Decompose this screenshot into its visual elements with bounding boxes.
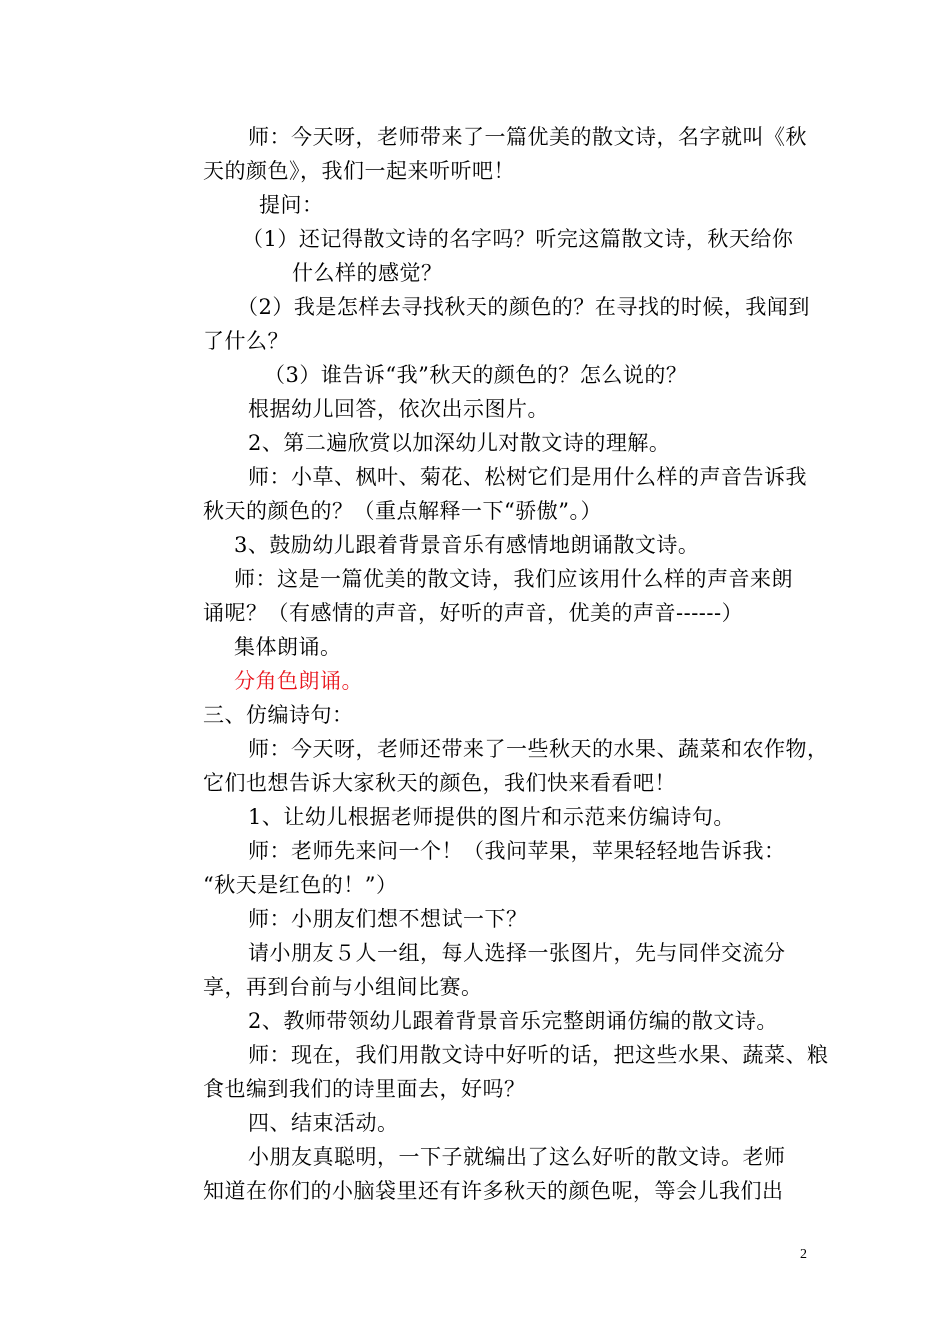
text-line-28: 师：现在，我们用散文诗中好听的话，把这些水果、蔬菜、粮 xyxy=(248,1043,829,1067)
text-line-14: 师：这是一篇优美的散文诗，我们应该用什么样的声音来朗 xyxy=(234,567,793,591)
text-line-8: （3）谁告诉“我”秋天的颜色的？怎么说的？ xyxy=(264,363,688,387)
text-line-31: 小朋友真聪明，一下子就编出了这么好听的散文诗。老师 xyxy=(248,1145,786,1169)
text-line-1: 师：今天呀，老师带来了一篇优美的散文诗，名字就叫《秋 xyxy=(248,125,807,149)
text-line-29: 食也编到我们的诗里面去，好吗？ xyxy=(203,1077,526,1101)
text-line-19: 师：今天呀，老师还带来了一些秋天的水果、蔬菜和农作物， xyxy=(248,737,829,761)
text-line-23: “秋天是红色的！”） xyxy=(203,873,398,897)
highlighted-text-line: 分角色朗诵。 xyxy=(234,669,363,693)
text-line-25: 请小朋友５人一组，每人选择一张图片，先与同伴交流分 xyxy=(248,941,786,965)
section-heading-three: 三、仿编诗句： xyxy=(203,703,354,727)
text-line-24: 师：小朋友们想不想试一下？ xyxy=(248,907,528,931)
text-line-13: 3、鼓励幼儿跟着背景音乐有感情地朗诵散文诗。 xyxy=(234,533,700,557)
text-line-11: 师：小草、枫叶、菊花、松树它们是用什么样的声音告诉我 xyxy=(248,465,807,489)
text-line-7: 了什么？ xyxy=(203,329,289,353)
text-line-12: 秋天的颜色的？（重点解释一下“骄傲”。） xyxy=(203,499,602,523)
section-heading-four: 四、结束活动。 xyxy=(248,1111,399,1135)
text-line-4: （1）还记得散文诗的名字吗？听完这篇散文诗，秋天给你 xyxy=(242,227,794,251)
text-line-9: 根据幼儿回答，依次出示图片。 xyxy=(248,397,549,421)
text-line-5: 什么样的感觉？ xyxy=(292,261,443,285)
text-line-6: （2）我是怎样去寻找秋天的颜色的？在寻找的时候，我闻到 xyxy=(237,295,810,319)
text-line-10: 2、第二遍欣赏以加深幼儿对散文诗的理解。 xyxy=(248,431,671,455)
text-line-16: 集体朗诵。 xyxy=(234,635,342,659)
text-line-22: 师：老师先来问一个！（我问苹果，苹果轻轻地告诉我： xyxy=(248,839,786,863)
page-number: 2 xyxy=(800,1247,807,1262)
text-line-27: 2、教师带领幼儿跟着背景音乐完整朗诵仿编的散文诗。 xyxy=(248,1009,778,1033)
text-line-3: 提问： xyxy=(259,193,324,217)
text-line-2: 天的颜色》，我们一起来听听吧！ xyxy=(203,159,515,183)
text-line-26: 享，再到台前与小组间比赛。 xyxy=(203,975,483,999)
text-line-21: 1、让幼儿根据老师提供的图片和示范来仿编诗句。 xyxy=(248,805,735,829)
text-line-32: 知道在你们的小脑袋里还有许多秋天的颜色呢，等会儿我们出 xyxy=(203,1179,784,1203)
text-line-20: 它们也想告诉大家秋天的颜色，我们快来看看吧！ xyxy=(203,771,676,795)
text-line-15: 诵呢？（有感情的声音，好听的声音，优美的声音------） xyxy=(203,601,744,625)
